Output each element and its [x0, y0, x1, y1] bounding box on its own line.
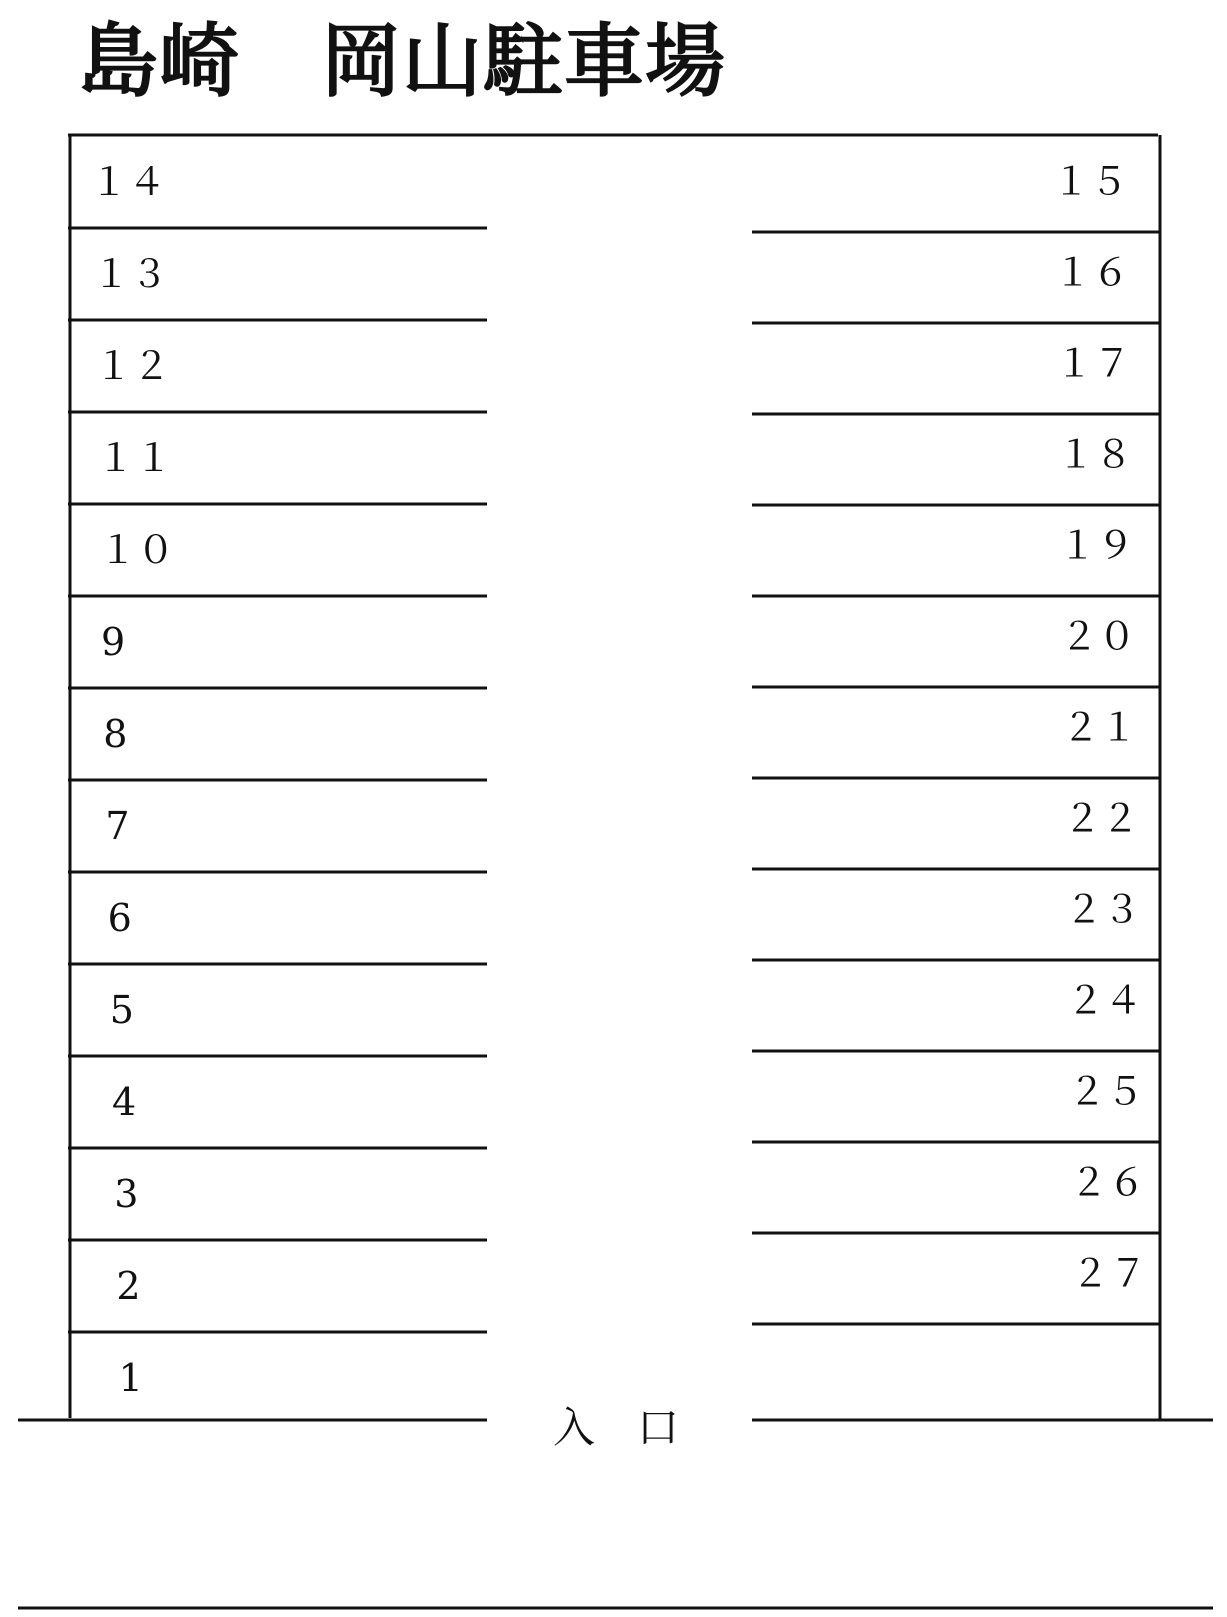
space-number-right: ２２: [1063, 796, 1140, 841]
space-number-left: 4: [112, 1080, 137, 1124]
space-number-left: 6: [107, 896, 132, 940]
space-number-right: ２７: [1071, 1251, 1148, 1296]
space-number-right: １５: [1051, 159, 1128, 204]
space-number-left: 7: [105, 804, 130, 848]
space-number-right: ２５: [1067, 1069, 1144, 1114]
entrance-label: 入 口: [553, 1403, 680, 1452]
space-number-right: ２０: [1059, 614, 1136, 659]
space-number-left: 5: [109, 988, 134, 1032]
space-number-left: １０: [98, 528, 175, 572]
space-number-left: １３: [92, 252, 169, 296]
space-number-right: ２６: [1069, 1160, 1146, 1205]
space-number-right: ２１: [1061, 705, 1138, 750]
space-number-left: １１: [96, 436, 173, 480]
lot-title: 島崎 岡山駐車場: [78, 15, 726, 108]
space-number-right: ２４: [1066, 978, 1143, 1023]
space-number-left: 1: [118, 1356, 143, 1400]
space-number-left: 2: [116, 1264, 141, 1308]
space-number-left: １２: [94, 344, 171, 388]
right-row-space-numbers: [1052, 160, 1147, 1296]
space-number-right: １９: [1058, 523, 1135, 568]
space-number-right: １６: [1053, 250, 1130, 295]
space-number-right: １７: [1055, 341, 1132, 386]
space-number-right: ２３: [1064, 887, 1141, 932]
space-number-left: 3: [114, 1172, 139, 1216]
left-row-dividers: [68, 228, 487, 1332]
space-number-left: １４: [90, 160, 167, 204]
space-number-left: 8: [103, 712, 128, 756]
space-number-left: 9: [101, 620, 126, 664]
space-number-right: １８: [1056, 432, 1133, 477]
